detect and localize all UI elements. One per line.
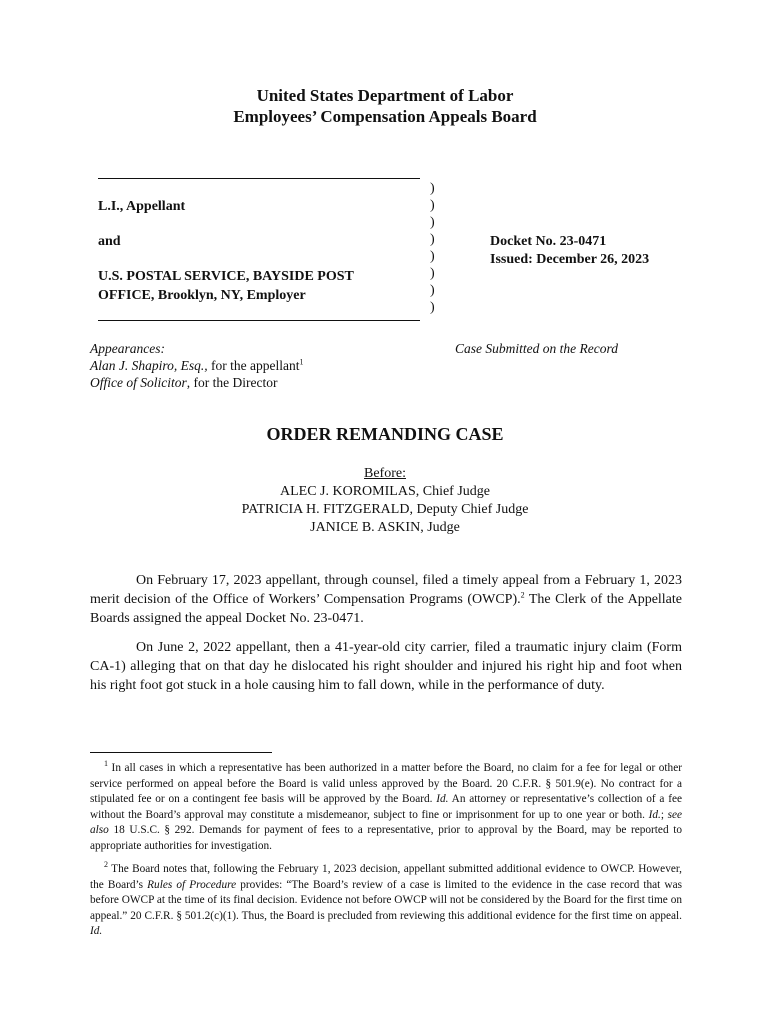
caption-parentheses: ) ) ) ) ) ) ) ) (430, 181, 435, 315)
footnote-2-text-cont: provides: “The Board’s review of a case is limited to the evidence in the case record that was before OWCP at the time of its final decision. Evidence not before OWCP will not be considered by the Board for the first time on appeal.” 20 C.F.R. § 501.2(c)(1). Thus, the Board is precluded from reviewing this additional evidence for the first time on appeal. (90, 878, 682, 922)
footnote-1-see-also: see also (90, 808, 682, 836)
body-paragraph-2: On June 2, 2022 appellant, then a 41-year-old city carrier, filed a traumatic injury claim (Form CA-1) alleging that on that day he dislocated his right shoulder and injured his right hip and foot when his right foot got stuck in a hole causing him to fall down, while in the performance of duty. (90, 640, 682, 693)
appearances-label: Appearances: (90, 341, 165, 356)
footnote-ref-1: 1 (299, 357, 304, 367)
footnote-2-rules: Rules of Procedure (147, 878, 237, 891)
docket-number: Docket No. 23-0471 (490, 234, 607, 249)
director-representative (90, 375, 277, 391)
paragraph-1-text: On February 17, 2023 appellant, through counsel, filed a timely appeal from a February 1, 2023 merit decision of the Office of Workers’ Compensation Programs (OWCP). (90, 573, 682, 607)
employer-line-1: U.S. POSTAL SERVICE, BAYSIDE POST (98, 269, 354, 284)
caption-top-rule (98, 178, 420, 179)
footnote-2-number: 2 (104, 860, 108, 870)
footnote-1-sep: ; (660, 808, 668, 821)
footnote-1-text-cont: An attorney or representative’s collection of a fee without the Board’s approval may constitute a misdemeanor, subject to fine or imprisonment for up to one year or both. (90, 793, 682, 821)
footnote-1 (90, 761, 682, 854)
footnote-1-number: 1 (104, 759, 108, 769)
agency-title: United States Department of Labor (256, 86, 514, 105)
case-submitted: Case Submitted on the Record (455, 341, 618, 356)
judge-member: JANICE B. ASKIN, Judge (310, 520, 460, 535)
representative-name: Alan J. Shapiro, Esq., (90, 358, 208, 373)
footnote-ref-2: 2 (520, 590, 525, 600)
footnote-1-text: In all cases in which a representative has been authorized in a matter before the Board, no claim for a fee for legal or other service performed on appeal before the Board is valid unless approved by the Board. 20 C.F.R. § 501.9(e). No contract for a stipulated fee or on a contingent fee basis will be approved by the Board. (90, 762, 682, 805)
caption-bottom-rule (98, 320, 420, 321)
footnote-1-id: Id. (436, 793, 449, 805)
caption-and: and (98, 234, 121, 249)
paragraph-1-text-cont: The Clerk of the Appellate Boards assigned the appeal Docket No. 23-0471. (90, 592, 682, 626)
board-title: Employees’ Compensation Appeals Board (233, 107, 537, 126)
footnote-2-id: Id. (90, 925, 103, 937)
footnote-2-text: The Board notes that, following the February 1, 2023 decision, appellant submitted additional evidence to OWCP. However, the Board’s (90, 863, 682, 891)
office-role: , for the Director (186, 375, 278, 390)
office-name: Office of Solicitor (90, 375, 187, 390)
before-label: Before: (364, 466, 406, 481)
representative-role: for the appellant (207, 358, 300, 373)
issued-date: Issued: December 26, 2023 (490, 252, 650, 267)
footnote-separator (90, 752, 272, 753)
judge-deputy-chief: PATRICIA H. FITZGERALD, Deputy Chief Judge (241, 502, 529, 517)
order-title: ORDER REMANDING CASE (266, 424, 504, 444)
footnote-2 (90, 862, 682, 940)
body-paragraph-1 (90, 571, 682, 628)
footnote-1-text-end: 18 U.S.C. § 292. Demands for payment of fees to a representative, prior to approval by the Board, may be reported to appropriate authorities for investigation. (90, 824, 682, 852)
appellant-representative (90, 358, 303, 374)
appellant-name: L.I., Appellant (98, 199, 186, 214)
footnote-1-id-2: Id. (648, 808, 661, 821)
judge-chief: ALEC J. KOROMILAS, Chief Judge (280, 484, 490, 499)
employer-line-2: OFFICE, Brooklyn, NY, Employer (98, 288, 306, 303)
